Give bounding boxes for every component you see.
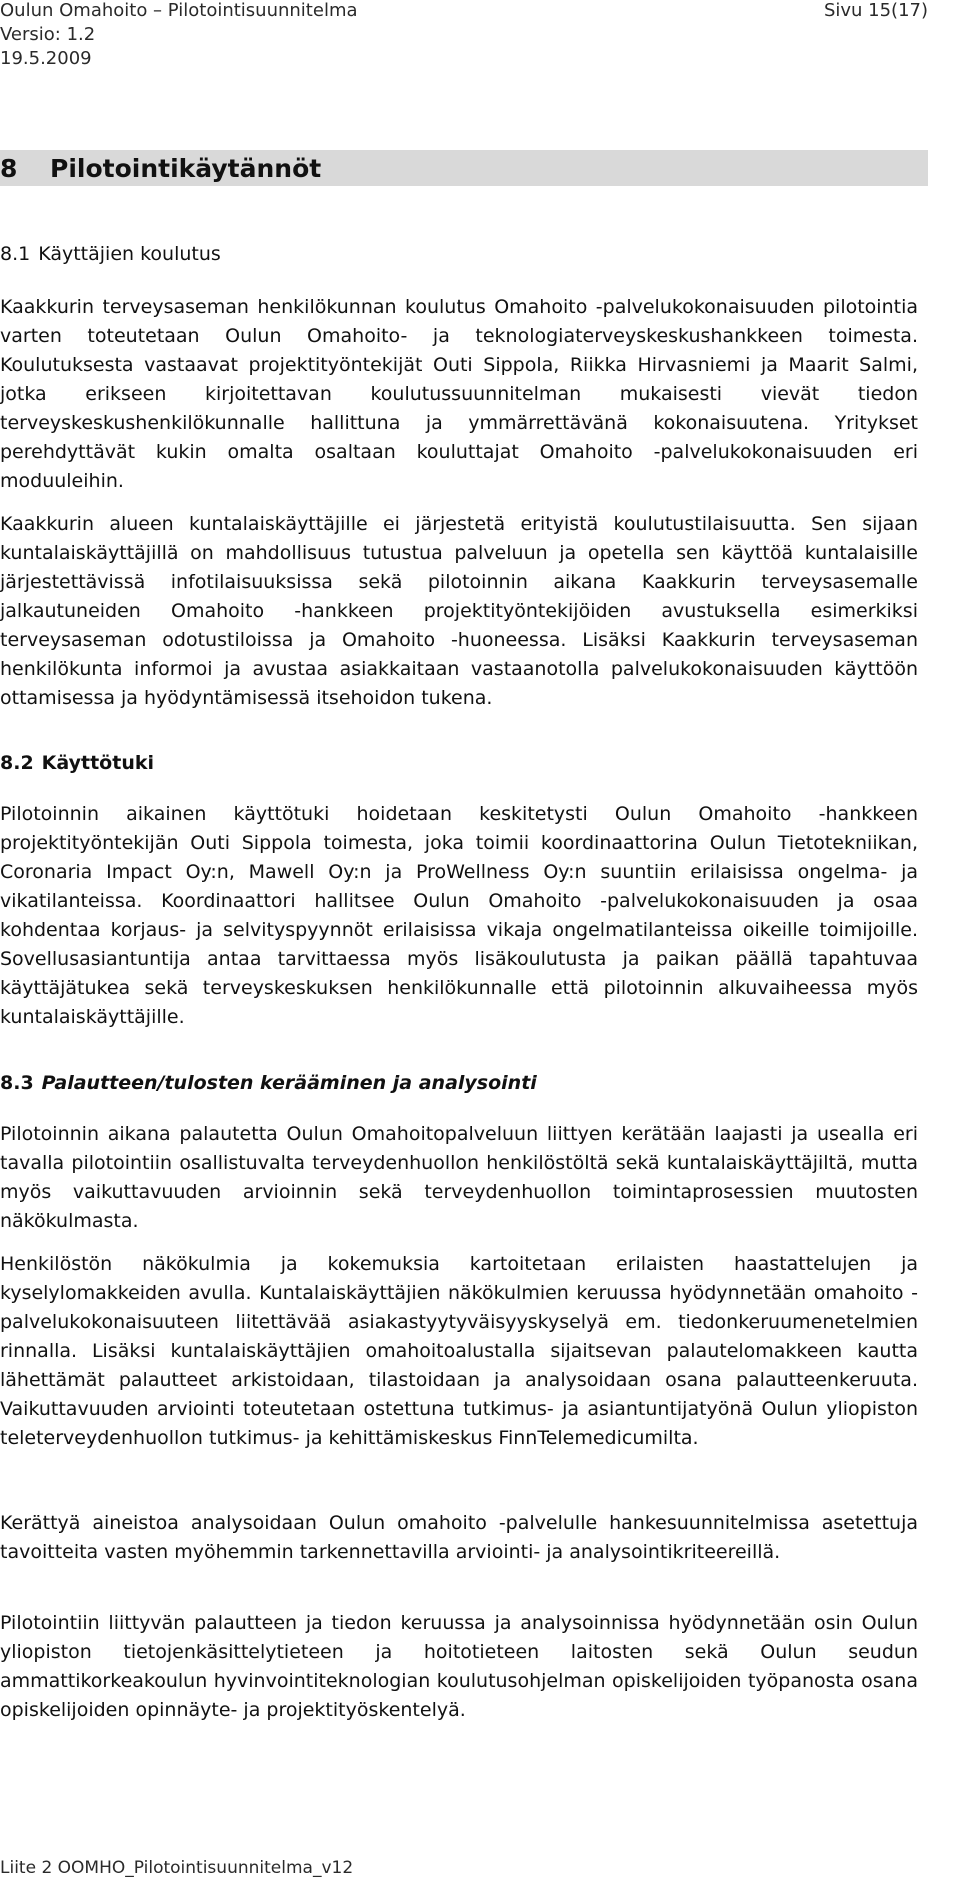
date: 19.5.2009	[0, 48, 92, 69]
section-number: 8.1	[0, 243, 31, 265]
section-heading-8-2	[0, 752, 154, 774]
paragraph: Pilotoinnin aikana palautetta Oulun Omahoitopalveluun liittyen kerätään laajasti ja usealla eri tavalla pilotointiin osallistuvalta terveydenhuollon henkilöstöltä sekä kuntalaiskäyttäjiltä, mutta myös vaikuttavuuden arvioinnin sekä terveydenhuollon toimintaprosessien muutosten näkökulmasta.	[0, 1123, 918, 1232]
chapter-number: 8	[0, 153, 18, 183]
paragraph: Kaakkurin terveysaseman henkilökunnan koulutus Omahoito -palvelukokonaisuuden pilotointia varten toteutetaan Oulun Omahoito- ja teknologiaterveyskeskushankkeen toimesta. Koulutuksesta vastaavat projektityöntekijät Outi Sippola, Riikka Hirvasniemi ja Maarit Salmi, jotka erikseen kirjoitettavan koulutussuunnitelman mukaisesti vievät tiedon terveyskeskushenkilökunnalle hallittuna ja ymmärrettävänä kokonaisuutena. Yritykset perehdyttävät kukin omalta osaltaan kouluttajat Omahoito -palvelukokonaisuuden eri moduuleihin.	[0, 296, 918, 492]
page-header	[0, 0, 928, 72]
paragraph: Kerättyä aineistoa analysoidaan Oulun omahoito -palvelulle hankesuunnitelmissa asetettuja tavoitteita vasten myöhemmin tarkennettavilla arviointi- ja analysointikriteereillä.	[0, 1512, 918, 1563]
page-number: Sivu 15(17)	[823, 0, 928, 21]
paragraph: Kaakkurin alueen kuntalaiskäyttäjille ei järjestetä erityistä koulutustilaisuutta. Sen sijaan kuntalaiskäyttäjillä on mahdollisuus tutustua palveluun ja opetella sen käyttöä kuntalaisille järjestettävissä infotilaisuuksissa sekä pilotoinnin aikana Kaakkurin terveysasemalle jalkautuneiden Omahoito -hankkeen projektityöntekijöiden avustuksella esimerkiksi terveysaseman odotustiloissa ja Omahoito -huoneessa. Lisäksi Kaakkurin terveysaseman henkilökunta informoi ja avustaa asiakkaitaan vastaanotolla palvelukokonaisuuden käyttöön ottamisessa ja hyödyntämisessä itsehoidon tukena.	[0, 513, 918, 709]
section-title: Käyttötuki	[41, 752, 154, 774]
paragraph: Pilotoinnin aikainen käyttötuki hoidetaan keskitetysti Oulun Omahoito -hankkeen projektityöntekijän Outi Sippola toimesta, joka toimii koordinaattorina Oulun Tietotekniikan, Coronaria Impact Oy:n, Mawell Oy:n ja ProWellness Oy:n suuntiin erilaisissa ongelma- ja vikatilanteissa. Koordinaattori hallitsee Oulun Omahoito -palvelukokonaisuuden ja osaa kohdentaa korjaus- ja selvityspyynnöt erilaisissa vikaja ongelmatilanteissa oikeille toimijoille. Sovellusasiantuntija antaa tarvittaessa myös lisäkoulutusta ja paikan päällä tapahtuvaa käyttäjätukea sekä terveyskeskuksen henkilökunnalle että pilotoinnin alkuvaiheessa myös kuntalaiskäyttäjille.	[0, 803, 918, 1028]
section-title: Palautteen/tulosten kerääminen ja analysointi	[41, 1072, 537, 1094]
paragraph: Pilotointiin liittyvän palautteen ja tiedon keruussa ja analysoinnissa hyödynnetään osin Oulun yliopiston tietojenkäsittelytieteen ja hoitotieteen laitosten sekä Oulun seudun ammattikorkeakoulun hyvinvointiteknologian koulutusohjelman opiskelijoiden työpanosta osana opiskelijoiden opinnäyte- ja projektityöskentelyä.	[0, 1612, 918, 1721]
paragraph: Henkilöstön näkökulmia ja kokemuksia kartoitetaan erilaisten haastattelujen ja kyselylomakkeiden avulla. Kuntalaiskäyttäjien näkökulmien keruussa hyödynnetään omahoito -palvelukokonaisuuteen liitettävää asiakastyytyväisyyskyselyä em. tiedonkeruumenetelmien rinnalla. Lisäksi kuntalaiskäyttäjien omahoitoalustalla sijaitsevan palautelomakkeen kautta lähettämät palautteet arkistoidaan, tilastoidaan ja analysoidaan osana palautteenkeruuta. Vaikuttavuuden arviointi toteutetaan ostettuna tutkimus- ja asiantuntijatyönä Oulun yliopiston teleterveydenhuollon tutkimus- ja kehittämiskeskus FinnTelemedicumilta.	[0, 1253, 918, 1449]
chapter-heading	[0, 150, 928, 186]
version: Versio: 1.2	[0, 24, 96, 45]
section-heading-8-3	[0, 1072, 537, 1094]
chapter-title: Pilotointikäytännöt	[50, 153, 322, 183]
page-footer: Liite 2 OOMHO_Pilotointisuunnitelma_v12	[0, 1858, 354, 1878]
section-heading-8-1	[0, 243, 221, 265]
document-title: Oulun Omahoito – Pilotointisuunnitelma	[0, 0, 358, 21]
section-number: 8.2	[0, 752, 34, 774]
section-number: 8.3	[0, 1072, 34, 1094]
section-title: Käyttäjien koulutus	[38, 243, 221, 265]
